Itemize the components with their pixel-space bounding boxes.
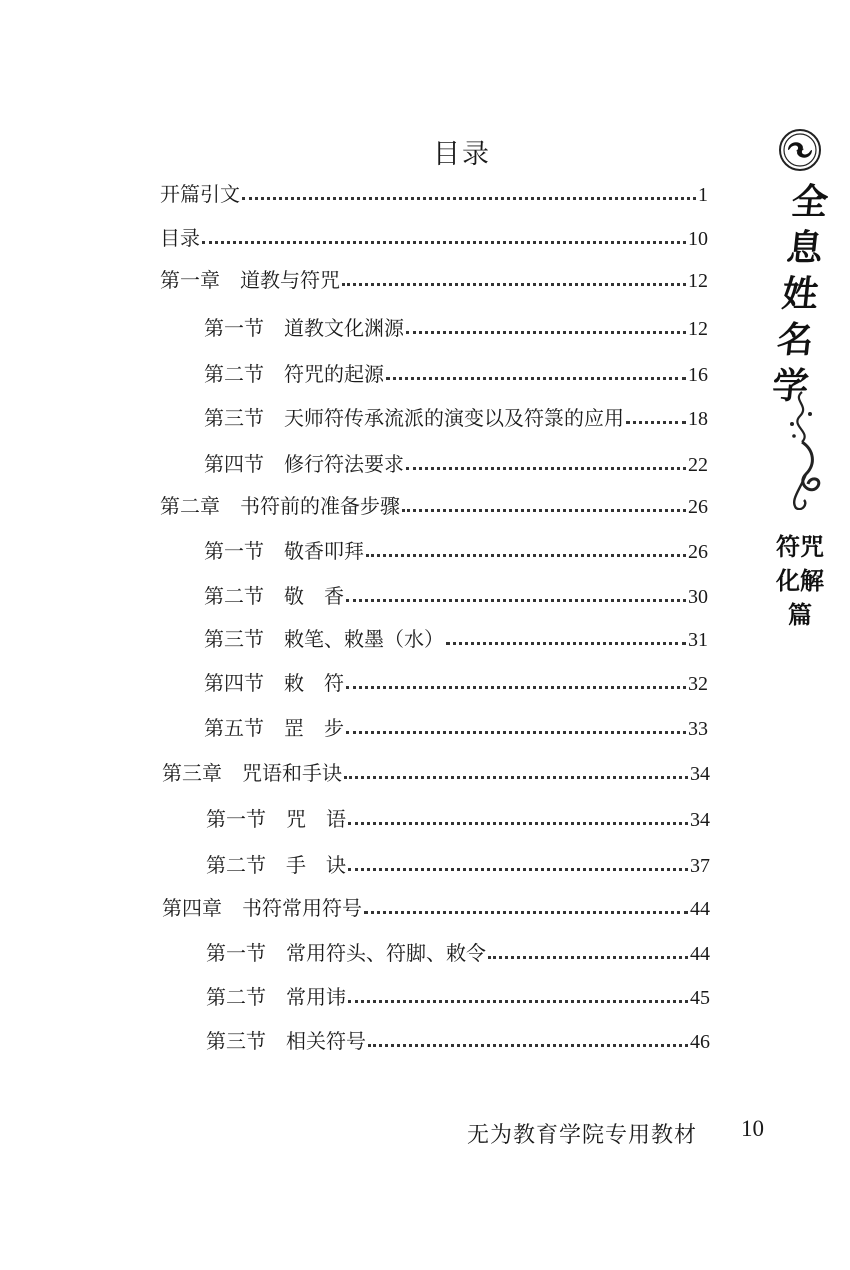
toc-entry: [160, 222, 708, 254]
toc-entry-number: 第四章: [162, 896, 222, 920]
toc-entry-number: 第二节: [206, 853, 266, 877]
toc-entry-title: 敬 香: [284, 584, 344, 608]
toc-entry-label: [204, 623, 444, 655]
toc-entry-title: 敬香叩拜: [284, 539, 364, 563]
toc-entry-label: [204, 402, 624, 434]
toc-entry-page: 12: [688, 270, 708, 292]
toc-dot-leader: [406, 331, 686, 334]
toc-entry-page: 30: [688, 586, 708, 608]
toc-entry-title: 咒语和手诀: [242, 761, 342, 785]
toc-entry-page: 16: [688, 364, 708, 386]
toc-dot-leader: [348, 868, 688, 871]
toc-entry-label: [206, 849, 346, 881]
toc-entry-number: 第一节: [204, 316, 264, 340]
toc-dot-leader: [364, 911, 688, 914]
toc-dot-leader: [368, 1044, 688, 1047]
toc-entry-page: 22: [688, 454, 708, 476]
toc-entry-page: 18: [688, 408, 708, 430]
toc-entry-page: 1: [698, 184, 708, 206]
toc-entry-number: 第二章: [160, 494, 220, 518]
toc-dot-leader: [348, 1000, 688, 1003]
toc-dot-leader: [346, 686, 686, 689]
toc-entry-page: 26: [688, 541, 708, 563]
toc-entry-label: [204, 448, 404, 480]
toc-entry: [204, 448, 708, 480]
footer-page-number: 10: [741, 1116, 764, 1141]
toc-entry-label: [160, 490, 400, 522]
toc-entry: [206, 981, 710, 1013]
toc-entry-label: [206, 937, 486, 969]
toc-dot-leader: [446, 642, 686, 645]
side-brand: [770, 128, 830, 698]
toc-entry-title: 常用讳: [286, 985, 346, 1009]
side-subtitle-text: 符咒化解篇: [776, 533, 824, 629]
toc-entry-number: 第二节: [204, 584, 264, 608]
toc-dot-leader: [344, 776, 688, 779]
toc-entry: [206, 803, 710, 835]
toc-entry-page: 34: [690, 763, 710, 785]
toc-entry-number: 第一节: [206, 807, 266, 831]
toc-entry-page: 10: [688, 228, 708, 250]
toc-entry-title: 道教与符咒: [240, 268, 340, 292]
toc-entry-title: 咒 语: [286, 807, 346, 831]
toc-entry: [204, 712, 708, 744]
toc-dot-leader: [402, 509, 686, 512]
toc-entry-page: 33: [688, 718, 708, 740]
toc-entry-page: 26: [688, 496, 708, 518]
toc-entry-label: [162, 892, 362, 924]
side-subtitle: [774, 530, 826, 632]
toc-dot-leader: [242, 197, 696, 200]
toc-entry: [160, 490, 708, 522]
toc-entry-label: [160, 222, 200, 254]
toc-entry: [160, 178, 708, 210]
toc-entry-page: 37: [690, 855, 710, 877]
toc-entry: [204, 535, 708, 567]
calligraphic-scroll-ornament: [782, 390, 822, 510]
toc-dot-leader: [626, 421, 686, 424]
toc-entry-page: 31: [688, 629, 708, 651]
toc-entry-title: 相关符号: [286, 1029, 366, 1053]
toc-entry-number: 第一节: [204, 539, 264, 563]
toc-dot-leader: [346, 599, 686, 602]
toc-entry-title: 敕笔、敕墨（水）: [284, 627, 444, 651]
toc-entry-number: 第三节: [204, 627, 264, 651]
toc-entry-page: 44: [690, 898, 710, 920]
toc-entry-title: 书符前的准备步骤: [240, 494, 400, 518]
toc-entry-label: [206, 981, 346, 1013]
toc-entry-number: 第一章: [160, 268, 220, 292]
toc-entry-label: [162, 757, 342, 789]
toc-dot-leader: [346, 731, 686, 734]
toc-entry: [160, 264, 708, 296]
toc-entry-title: 常用符头、符脚、敕令: [286, 941, 486, 965]
toc-entry-number: 第四节: [204, 452, 264, 476]
toc-entry-number: 第二节: [206, 985, 266, 1009]
toc-entry-title: 罡 步: [284, 716, 344, 740]
toc-dot-leader: [366, 554, 686, 557]
toc-entry-title: 天师符传承流派的演变以及符箓的应用: [284, 406, 624, 430]
toc-entry-label: [204, 358, 384, 390]
toc-entry-page: 32: [688, 673, 708, 695]
toc-dot-leader: [348, 822, 688, 825]
toc-dot-leader: [342, 283, 686, 286]
yin-yang-swirl-icon: [778, 128, 822, 172]
toc-entry-label: [204, 667, 344, 699]
toc-entry-title: 符咒的起源: [284, 362, 384, 386]
toc-entry: [204, 358, 708, 390]
toc-entry-title: 目录: [160, 226, 200, 250]
toc-entry-number: 第一节: [206, 941, 266, 965]
toc-entry-title: 书符常用符号: [242, 896, 362, 920]
toc-entry: [204, 402, 708, 434]
toc-entry-page: 34: [690, 809, 710, 831]
toc-entry-label: [160, 178, 240, 210]
footer-text: 无为教育学院专用教材: [467, 1123, 698, 1148]
toc-entry: [206, 937, 710, 969]
toc-entry-label: [204, 312, 404, 344]
toc-dot-leader: [202, 241, 686, 244]
toc-title: 目录: [433, 139, 491, 170]
toc-entry-title: 手 诀: [286, 853, 346, 877]
toc-entry-label: [206, 1025, 366, 1057]
toc-entry-page: 12: [688, 318, 708, 340]
toc-entry: [204, 312, 708, 344]
toc-entry-number: 第四节: [204, 671, 264, 695]
side-title: [758, 180, 842, 410]
toc-entry-number: 第三节: [204, 406, 264, 430]
toc-entry-title: 开篇引文: [160, 182, 240, 206]
toc-dot-leader: [406, 467, 686, 470]
toc-entry-page: 44: [690, 943, 710, 965]
toc-entry-number: 第二节: [204, 362, 264, 386]
toc-entry: [206, 1025, 710, 1057]
toc-entry-label: [206, 803, 346, 835]
toc-entry-number: 第三章: [162, 761, 222, 785]
toc-entry-number: 第五节: [204, 716, 264, 740]
toc-entry-label: [204, 580, 344, 612]
toc-entry-title: 修行符法要求: [284, 452, 404, 476]
toc-entry-title: 敕 符: [284, 671, 344, 695]
toc-entry: [204, 667, 708, 699]
toc-entry: [204, 623, 708, 655]
toc-entry-title: 道教文化渊源: [284, 316, 404, 340]
side-title-text: 全息姓名学: [770, 182, 830, 407]
toc-entry-label: [160, 264, 340, 296]
toc-dot-leader: [488, 956, 688, 959]
toc-entry-label: [204, 712, 344, 744]
toc-entry: [204, 580, 708, 612]
toc-entry: [162, 892, 710, 924]
toc-entry-page: 45: [690, 987, 710, 1009]
toc-entry-number: 第三节: [206, 1029, 266, 1053]
toc-entry: [162, 757, 710, 789]
toc-entry: [206, 849, 710, 881]
toc-entry-label: [204, 535, 364, 567]
toc-dot-leader: [386, 377, 686, 380]
toc-entry-page: 46: [690, 1031, 710, 1053]
